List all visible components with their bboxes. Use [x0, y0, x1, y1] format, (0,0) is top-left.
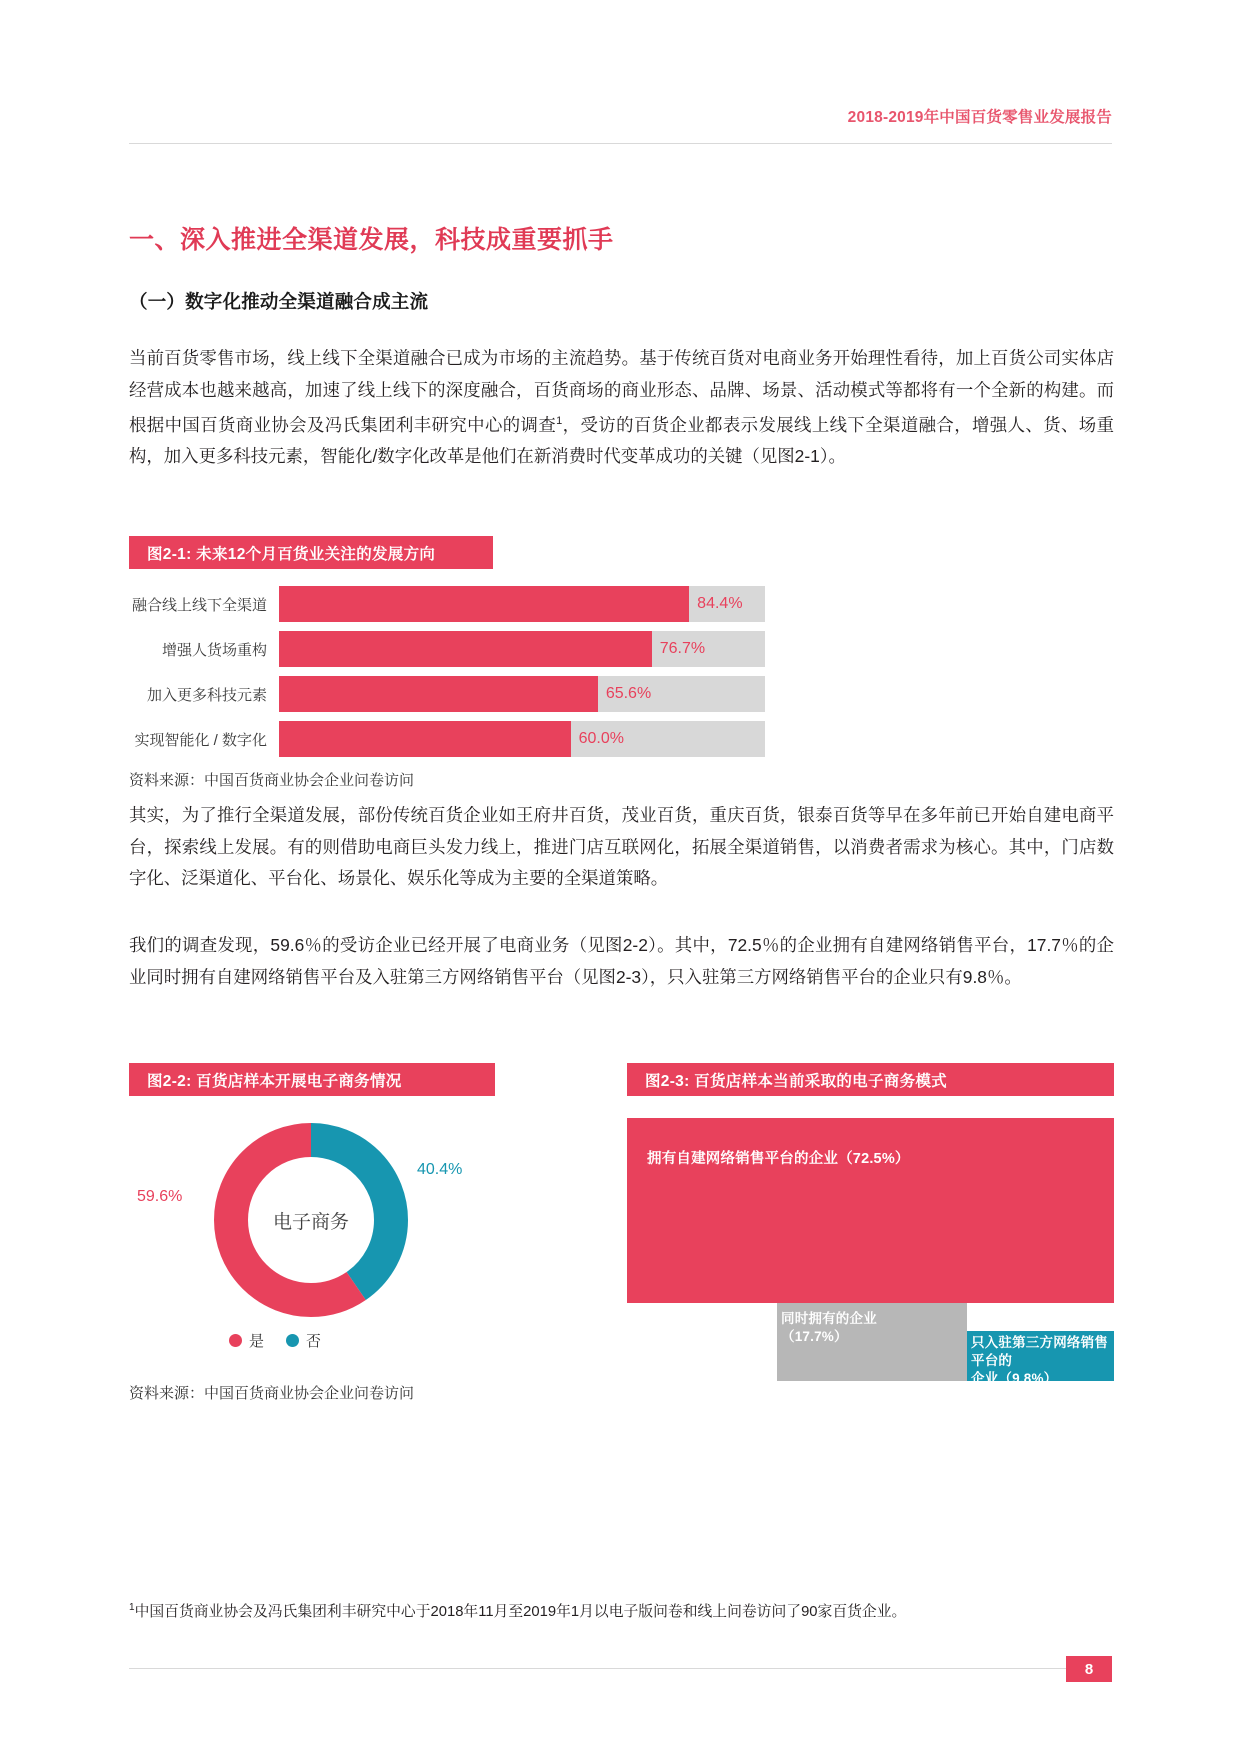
body-paragraph-2: 其实，为了推行全渠道发展，部份传统百货企业如王府井百货，茂业百货，重庆百货，银泰百货等早在多年前已开始自建电商平台，探索线上发展。有的则借助电商巨头发力线上，推进门店互联网化，拓展全渠道销售，以消费者需求为核心。其中，门店数字化、泛渠道化、平台化、场景化、娱乐化等成为主要的全渠道策略。	[129, 805, 1114, 888]
figure-2-3	[627, 1063, 1114, 1386]
bar-value: 76.7%	[659, 640, 706, 657]
treemap-label-self-built: 拥有自建网络销售平台的企业（72.5%）	[647, 1151, 910, 1167]
legend-swatch-icon	[286, 1334, 299, 1347]
page-footnote	[129, 1600, 1114, 1623]
figure-2-1-banner: 图2-1: 未来12个月百货业关注的发展方向	[129, 536, 493, 569]
donut-svg	[209, 1118, 413, 1322]
bar-label: 增强人货场重构	[161, 641, 267, 659]
bar-value: 60.0%	[578, 730, 624, 747]
bar-fill	[279, 631, 652, 667]
donut-value-yes: 59.6%	[137, 1188, 183, 1205]
bar-value: 65.6%	[605, 685, 652, 702]
bar-row	[129, 586, 829, 622]
figure-2-1-bars	[129, 586, 829, 757]
bar-label: 实现智能化 / 数字化	[134, 731, 267, 749]
donut-chart	[129, 1118, 524, 1348]
figure-2-2-banner: 图2-2: 百货店样本开展电子商务情况	[129, 1063, 495, 1096]
footnote-ref-1: 1	[556, 415, 563, 427]
bar-value: 84.4%	[697, 595, 743, 612]
figure-2-3-banner: 图2-3: 百货店样本当前采取的电子商务模式	[627, 1063, 1114, 1096]
bar-fill	[279, 586, 689, 622]
bar-fill	[279, 676, 598, 712]
body-paragraph-3: 我们的调查发现，59.6％的受访企业已经开展了电商业务（见图2-2）。其中，72.5％的企业拥有自建网络销售平台，17.7％的企业同时拥有自建网络销售平台及入驻第三方网络销售平台（见图2-3），只入驻第三方网络销售平台的企业只有9.8％。	[129, 935, 1114, 987]
bar-row	[129, 631, 829, 667]
bar-track	[279, 631, 765, 667]
page-header	[129, 108, 1112, 144]
paragraph-1-part-a: 当前百货零售市场，线上线下全渠道融合已成为市场的主流趋势。基于传统百货对电商业务开始理性看待，加上百货公司实体店经营成本也越来越高，加速了线上线下的深度融合，百货商场的商业形态、品牌、场景、活动模式等都将有一个全新的构建。而根据中国百货商业协会及冯氏集团利丰研究中心的调查	[129, 348, 1114, 435]
figure-2-1-source: 资料来源：中国百货商业协会企业问卷访问	[129, 772, 415, 789]
bar-track	[279, 676, 765, 712]
section-heading-2: （一）数字化推动全渠道融合成主流	[129, 291, 429, 312]
section-heading-1: 一、深入推进全渠道发展，科技成重要抓手	[129, 226, 614, 254]
footnote-text: 中国百货商业协会及冯氏集团利丰研究中心于2018年11月至2019年1月以电子版问卷和线上问卷访问了90家百货企业。	[134, 1603, 907, 1620]
donut-center-label: 电子商务	[272, 1211, 349, 1233]
paragraph-1-part-b: ，受访的百货企业都表示发展线上线下全渠道融合，增强人、货、场重构，加入更多科技元素，智能化/数字化改革是他们在新消费时代变革成功的关键（见图2-1）。	[129, 414, 1114, 467]
bar-track	[279, 721, 765, 757]
donut-value-no: 40.4%	[417, 1161, 463, 1178]
figure-2-2-source: 资料来源：中国百货商业协会企业问卷访问	[129, 1385, 415, 1402]
bar-row	[129, 721, 829, 757]
legend-item-yes	[229, 1330, 264, 1351]
bar-fill	[279, 721, 571, 757]
treemap-label-both: 同时拥有的企业 （17.7%）	[781, 1311, 877, 1344]
page-number-badge: 8	[1066, 1656, 1112, 1682]
legend-label-no: 否	[306, 1333, 322, 1350]
bar-label: 融合线上线下全渠道	[131, 596, 267, 614]
legend-swatch-icon	[229, 1334, 242, 1347]
figure-2-2	[129, 1063, 524, 1403]
report-title: 2018-2019年中国百货零售业发展报告	[847, 109, 1112, 126]
treemap-label-third-party: 只入驻第三方网络销售平台的 企业（9.8%）	[971, 1335, 1108, 1386]
donut-legend	[229, 1330, 321, 1351]
bar-row	[129, 676, 829, 712]
header-divider	[129, 143, 1112, 144]
legend-label-yes: 是	[249, 1333, 265, 1350]
bar-track	[279, 586, 765, 622]
treemap-chart	[627, 1118, 1114, 1386]
body-paragraph-1	[129, 343, 1114, 473]
figure-2-1	[129, 536, 829, 790]
treemap-block-self-built	[627, 1118, 1114, 1303]
footnote-marker: 1	[129, 1602, 135, 1613]
legend-item-no	[286, 1330, 321, 1351]
bar-label: 加入更多科技元素	[146, 686, 267, 704]
footer-divider	[129, 1668, 1112, 1669]
